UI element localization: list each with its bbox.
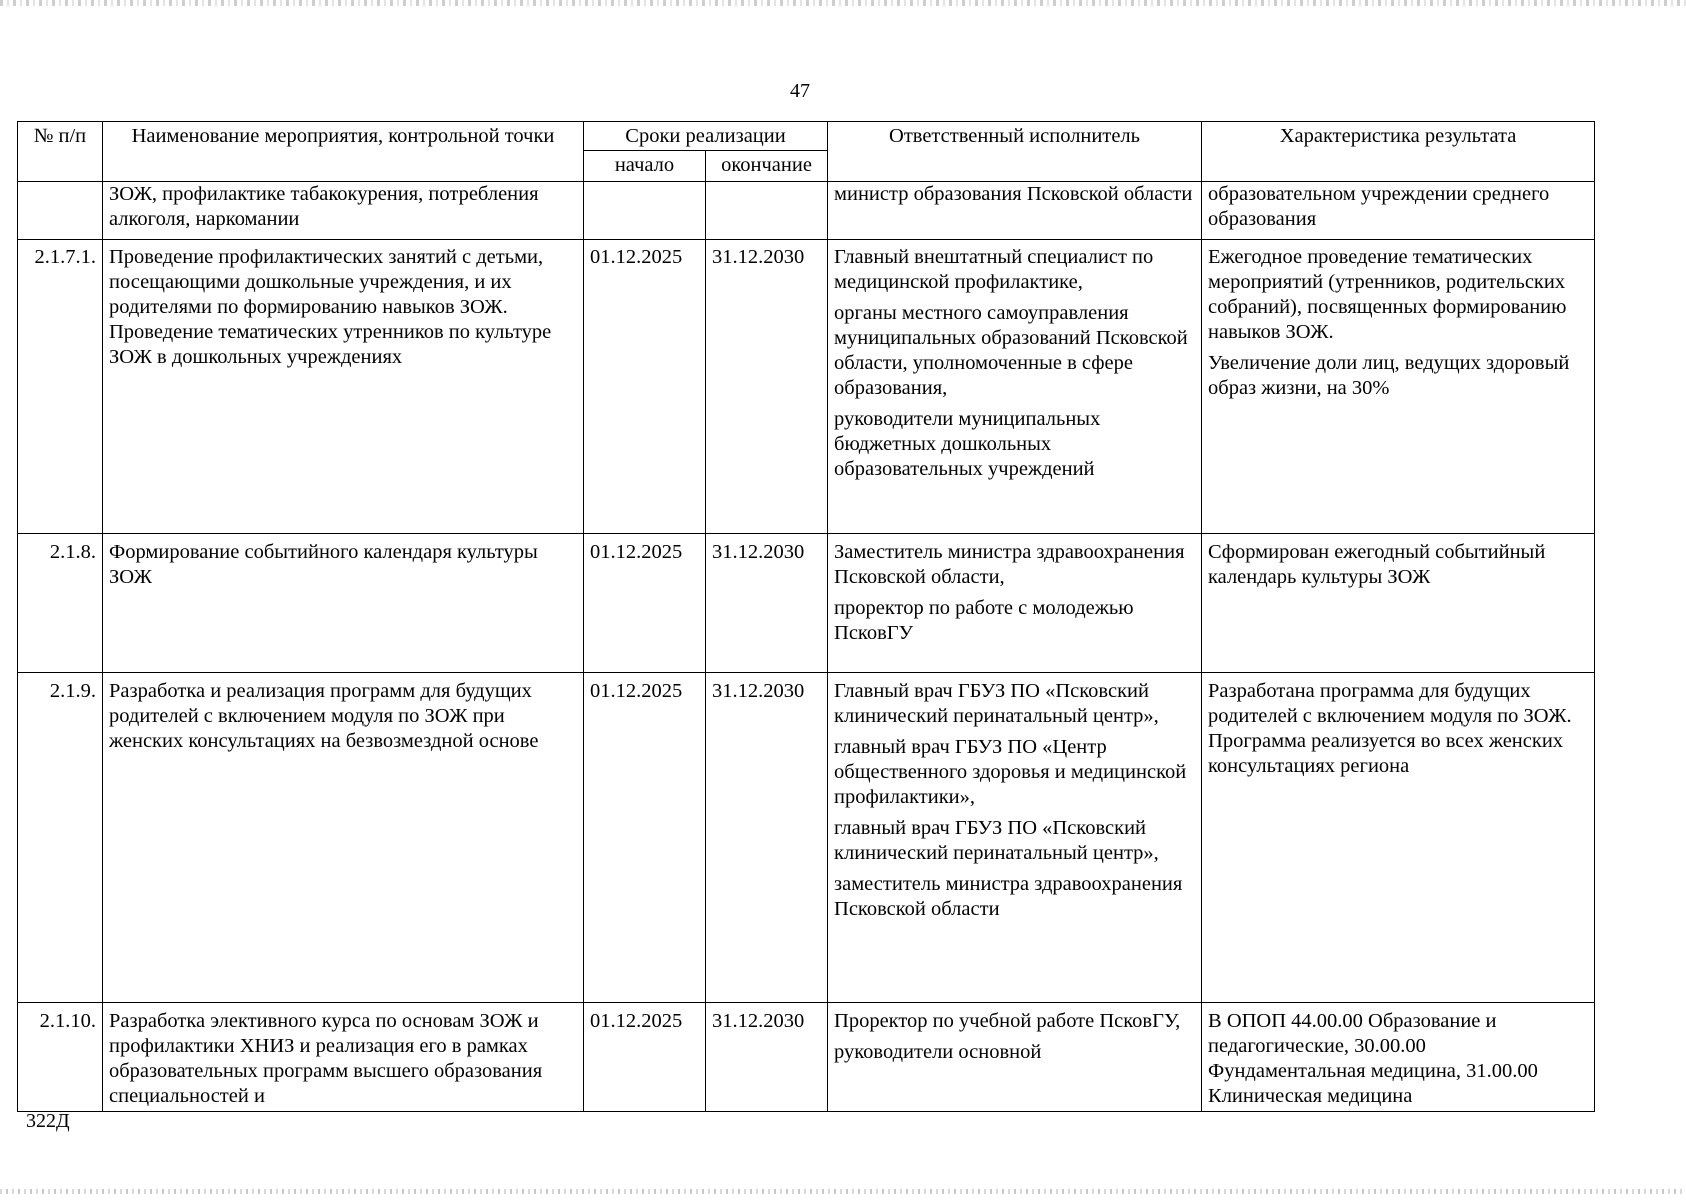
- header-end: окончание: [706, 151, 828, 182]
- row-num: 2.1.9.: [18, 673, 103, 1003]
- row-start: 01.12.2025: [584, 1003, 706, 1112]
- row-executor: [828, 182, 1202, 240]
- row-name: Проведение профилактических занятий с детьми, посещающими дошкольные учреждения, и их родителями по формированию навыков ЗОЖ. Проведение тематических утренников по культуре ЗОЖ в дошкольных учреждениях: [103, 240, 584, 534]
- row-start: 01.12.2025: [584, 240, 706, 534]
- executor-line: руководители основной: [834, 1041, 1042, 1063]
- row-end: 31.12.2030: [706, 534, 828, 673]
- row-result: [1202, 240, 1595, 534]
- table-row: [18, 1003, 1595, 1112]
- row-end: 31.12.2030: [706, 1003, 828, 1112]
- executor-line: Главный внештатный специалист по медицинской профилактике,: [834, 246, 1154, 293]
- header-num: № п/п: [18, 122, 103, 182]
- result-line: Разработана программа для будущих родителей с включением модуля по ЗОЖ. Программа реализуется во всех женских консультациях региона: [1208, 680, 1572, 777]
- activities-table: [17, 121, 1595, 1112]
- executor-line: органы местного самоуправления муниципальных образований Псковской области, уполномоченные в сфере образования,: [834, 302, 1188, 399]
- row-result: [1202, 673, 1595, 1003]
- scan-edge-top: [0, 0, 1686, 6]
- row-result: [1202, 534, 1595, 673]
- row-end: [706, 182, 828, 240]
- executor-line: министр образования Псковской области: [834, 183, 1193, 205]
- row-result: [1202, 182, 1595, 240]
- result-line: Увеличение доли лиц, ведущих здоровый образ жизни, на 30%: [1208, 352, 1570, 399]
- row-num: [18, 182, 103, 240]
- row-executor: [828, 534, 1202, 673]
- table-row: [18, 182, 1595, 240]
- row-name: Формирование событийного календаря культуры ЗОЖ: [103, 534, 584, 673]
- executor-line: заместитель министра здравоохранения Псковской области: [834, 873, 1183, 920]
- row-start: [584, 182, 706, 240]
- page-number: 47: [790, 80, 810, 102]
- header-executor: Ответственный исполнитель: [828, 122, 1202, 182]
- executor-line: главный врач ГБУЗ ПО «Псковский клинический перинатальный центр»,: [834, 817, 1159, 864]
- executor-line: руководители муниципальных бюджетных дошкольных образовательных учреждений: [834, 408, 1101, 480]
- result-line: образовательном учреждении среднего образования: [1208, 183, 1550, 230]
- row-executor: [828, 240, 1202, 534]
- header-period: Сроки реализации: [584, 122, 828, 151]
- header-start: начало: [584, 151, 706, 182]
- executor-line: Заместитель министра здравоохранения Псковской области,: [834, 541, 1185, 588]
- row-num: 2.1.7.1.: [18, 240, 103, 534]
- row-end: 31.12.2030: [706, 673, 828, 1003]
- executor-line: Главный врач ГБУЗ ПО «Псковский клинический перинатальный центр»,: [834, 680, 1159, 727]
- row-end: 31.12.2030: [706, 240, 828, 534]
- header-name: Наименование мероприятия, контрольной точки: [103, 122, 584, 182]
- result-line: Ежегодное проведение тематических мероприятий (утренников, родительских собраний), посвященных формированию навыков ЗОЖ.: [1208, 246, 1567, 343]
- row-start: 01.12.2025: [584, 673, 706, 1003]
- result-line: Сформирован ежегодный событийный календарь культуры ЗОЖ: [1208, 541, 1546, 588]
- row-start: 01.12.2025: [584, 534, 706, 673]
- row-name: Разработка элективного курса по основам ЗОЖ и профилактики ХНИЗ и реализация его в рамках образовательных программ высшего образования специальностей и: [103, 1003, 584, 1112]
- header-result: Характеристика результата: [1202, 122, 1595, 182]
- document-code: 322Д: [26, 1110, 70, 1132]
- row-num: 2.1.8.: [18, 534, 103, 673]
- executor-line: проректор по работе с молодежью ПсковГУ: [834, 597, 1134, 644]
- table-header-row: [18, 122, 1595, 151]
- executor-line: главный врач ГБУЗ ПО «Центр общественного здоровья и медицинской профилактики»,: [834, 736, 1187, 808]
- table-row: [18, 240, 1595, 534]
- row-executor: [828, 1003, 1202, 1112]
- row-result: [1202, 1003, 1595, 1112]
- row-name: Разработка и реализация программ для будущих родителей с включением модуля по ЗОЖ при женских консультациях на безвозмездной основе: [103, 673, 584, 1003]
- row-num: 2.1.10.: [18, 1003, 103, 1112]
- executor-line: Проректор по учебной работе ПсковГУ,: [834, 1010, 1181, 1032]
- row-executor: [828, 673, 1202, 1003]
- scan-edge-bottom: [0, 1189, 1686, 1194]
- result-line: В ОПОП 44.00.00 Образование и педагогические, 30.00.00 Фундаментальная медицина, 31.00.00 Клиническая медицина: [1208, 1010, 1538, 1107]
- table-row: [18, 673, 1595, 1003]
- row-name: ЗОЖ, профилактике табакокурения, потребления алкоголя, наркомании: [103, 182, 584, 240]
- table-row: [18, 534, 1595, 673]
